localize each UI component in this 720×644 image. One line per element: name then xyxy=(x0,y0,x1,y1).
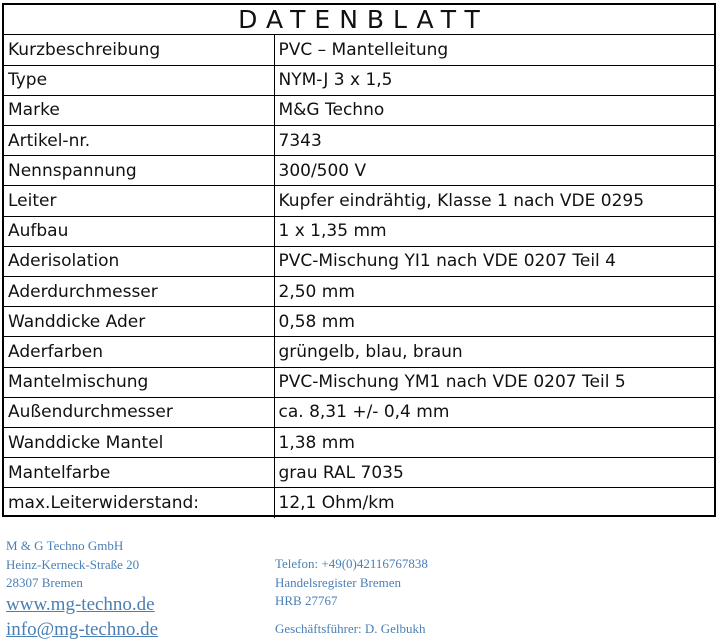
row-value: NYM-J 3 x 1,5 xyxy=(274,65,714,95)
row-label: Artikel-nr. xyxy=(4,126,274,156)
footer-city: 28307 Bremen xyxy=(6,575,83,590)
row-label: Marke xyxy=(4,95,274,125)
table-row xyxy=(4,367,714,397)
website-link[interactable]: www.mg-techno.de xyxy=(6,594,155,615)
footer-register: Handelsregister Bremen xyxy=(275,575,401,590)
table-row xyxy=(4,397,714,427)
row-label: Aderfarben xyxy=(4,337,274,367)
spec-table xyxy=(4,35,714,518)
row-value: 1 x 1,35 mm xyxy=(274,216,714,246)
row-label: Wanddicke Ader xyxy=(4,307,274,337)
row-label: max.Leiterwiderstand: xyxy=(4,488,274,518)
row-label: Wanddicke Mantel xyxy=(4,427,274,457)
row-value: PVC – Mantelleitung xyxy=(274,35,714,65)
row-value: 12,1 Ohm/km xyxy=(278,493,395,514)
footer xyxy=(0,517,720,644)
table-row xyxy=(4,277,714,307)
row-value: 1,38 mm xyxy=(274,427,714,457)
table-row xyxy=(4,216,714,246)
row-value: PVC-Mischung YI1 nach VDE 0207 Teil 4 xyxy=(274,246,714,276)
table-row xyxy=(4,488,714,518)
row-label: Außendurchmesser xyxy=(4,397,274,427)
table-row xyxy=(4,307,714,337)
table-row xyxy=(4,126,714,156)
row-value: 0,58 mm xyxy=(274,307,714,337)
row-value: Kupfer eindrähtig, Klasse 1 nach VDE 0295 xyxy=(274,186,714,216)
row-value: PVC-Mischung YM1 nach VDE 0207 Teil 5 xyxy=(274,367,714,397)
row-label: Aufbau xyxy=(4,216,274,246)
row-label: Mantelmischung xyxy=(4,367,274,397)
table-row xyxy=(4,337,714,367)
footer-hrb: HRB 27767 xyxy=(275,593,338,608)
datasheet xyxy=(2,3,716,517)
email-link[interactable]: info@mg-techno.de xyxy=(6,619,159,640)
footer-street: Heinz-Kerneck-Straße 20 xyxy=(6,557,140,572)
table-row xyxy=(4,458,714,488)
table-row xyxy=(4,156,714,186)
row-value: 300/500 V xyxy=(274,156,714,186)
row-value: grüngelb, blau, braun xyxy=(274,337,714,367)
row-label: Aderdurchmesser xyxy=(4,277,274,307)
row-label: Type xyxy=(4,65,274,95)
row-value: grau RAL 7035 xyxy=(274,458,714,488)
table-row xyxy=(4,65,714,95)
row-label: Leiter xyxy=(4,186,274,216)
table-row xyxy=(4,95,714,125)
row-label: Nennspannung xyxy=(4,156,274,186)
row-label: Aderisolation xyxy=(4,246,274,276)
footer-company: M & G Techno GmbH xyxy=(6,538,124,553)
table-row xyxy=(4,35,714,65)
row-label: Mantelfarbe xyxy=(4,458,274,488)
footer-ceo: Geschäftsführer: D. Gelbukh xyxy=(275,621,426,636)
row-value: ca. 8,31 +/- 0,4 mm xyxy=(274,397,714,427)
footer-phone: Telefon: +49(0)42116767838 xyxy=(275,556,428,571)
table-row xyxy=(4,186,714,216)
row-label: Kurzbeschreibung xyxy=(4,35,274,65)
row-value: 7343 xyxy=(274,126,714,156)
table-row xyxy=(4,246,714,276)
row-value: 2,50 mm xyxy=(274,277,714,307)
table-row xyxy=(4,427,714,457)
row-value: M&G Techno xyxy=(274,95,714,125)
datasheet-title: DATENBLATT xyxy=(4,5,714,35)
